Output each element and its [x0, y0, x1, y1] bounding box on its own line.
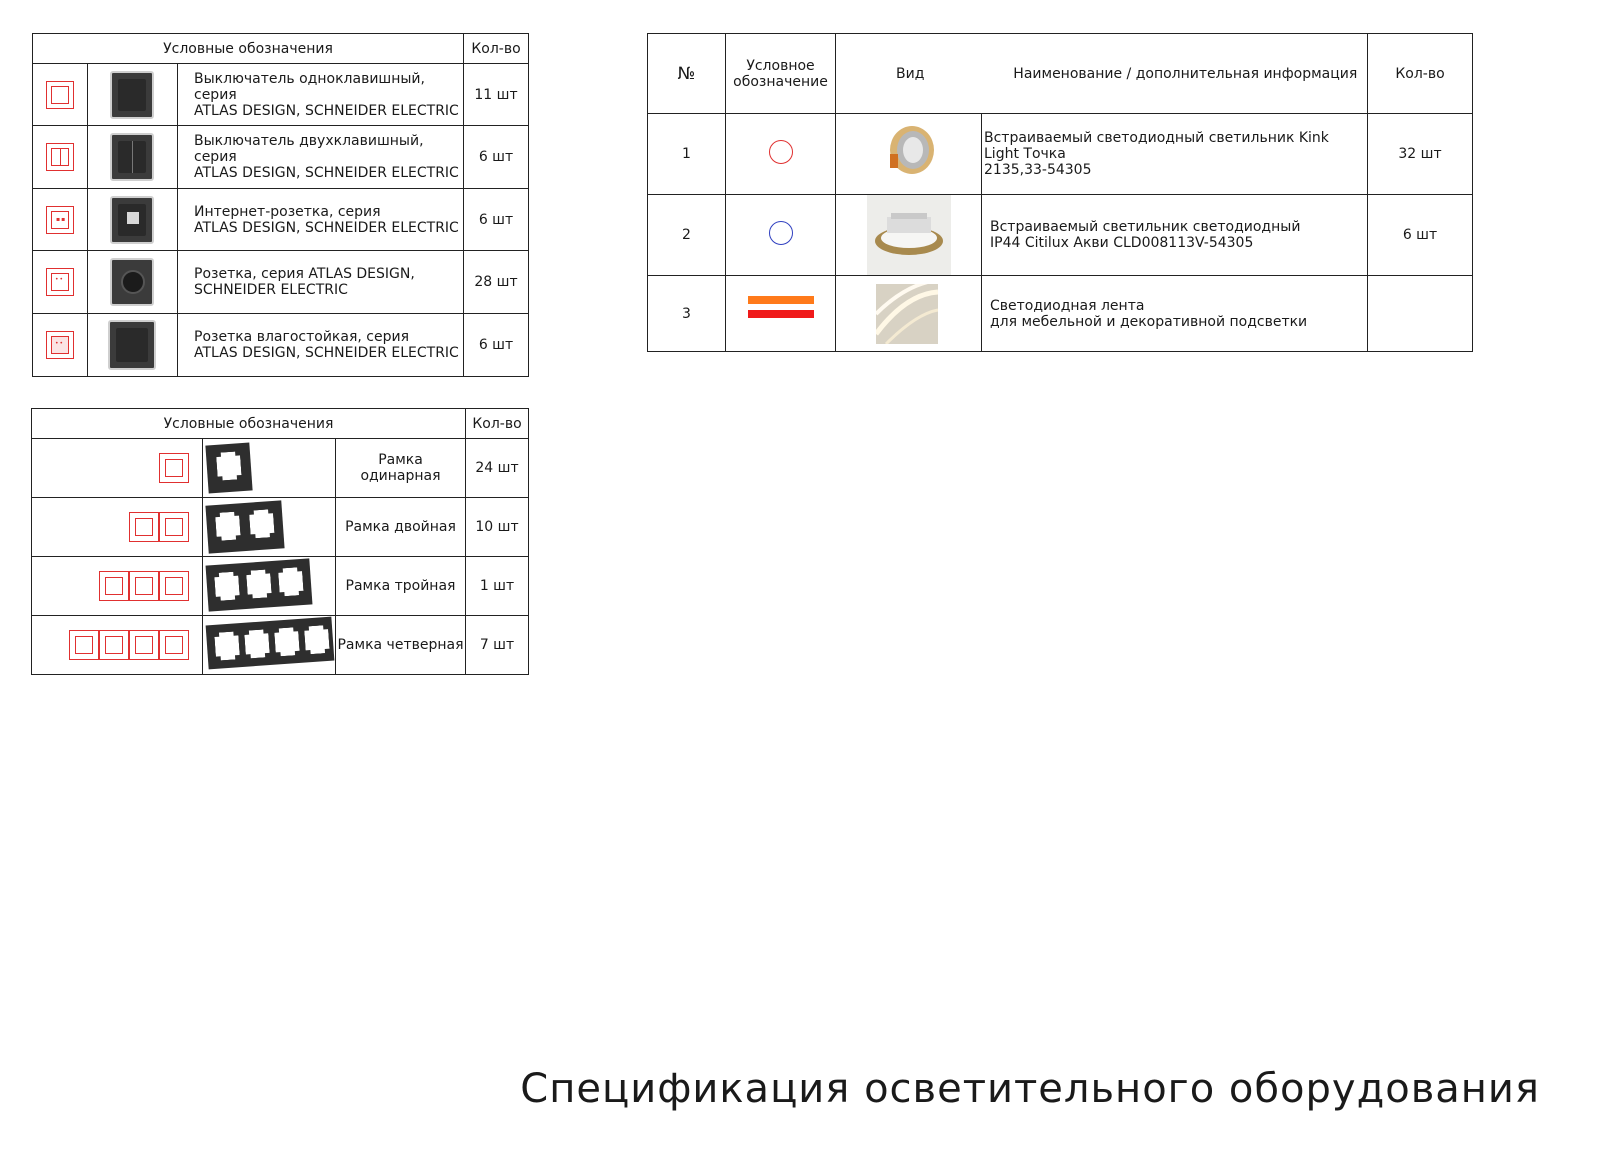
frame-name: Рамка двойная [336, 498, 466, 557]
lighting-header-symbol-line1: Условное [746, 57, 815, 74]
table-row [33, 314, 529, 377]
device-desc-line2: ATLAS DESIGN, SCHNEIDER ELECTRIC [194, 219, 459, 236]
frame-quadruple-symbol-icon [32, 616, 203, 675]
devices-table [32, 33, 529, 377]
table-row [648, 195, 1473, 276]
frame-qty: 7 шт [466, 616, 529, 675]
table-row [33, 189, 529, 251]
frames-table [31, 408, 529, 675]
frame-single-photo [203, 439, 336, 498]
lighting-qty: 6 шт [1368, 195, 1473, 276]
device-qty: 6 шт [464, 314, 529, 377]
downlight-symbol-icon [726, 114, 836, 195]
switch-two-key-photo [88, 126, 178, 189]
switch-two-key-symbol-icon [33, 126, 88, 189]
devices-header-qty: Кол-во [464, 34, 529, 64]
lighting-name-line2: для мебельной и декоративной подсветки [990, 313, 1308, 330]
device-desc-line1: Выключатель двухклавишный, серия [194, 133, 424, 165]
device-desc-line2: ATLAS DESIGN, SCHNEIDER ELECTRIC [194, 165, 459, 181]
frame-triple-symbol-icon [32, 557, 203, 616]
power-socket-photo [88, 251, 178, 314]
led-strip-symbol-icon [726, 276, 836, 352]
power-socket-symbol-icon: •• [33, 251, 88, 314]
frame-double-photo [203, 498, 336, 557]
frame-single-symbol-icon [32, 439, 203, 498]
lighting-qty: 32 шт [1368, 114, 1473, 195]
internet-socket-photo [88, 189, 178, 251]
table-row [32, 557, 529, 616]
frame-qty: 1 шт [466, 557, 529, 616]
device-desc-line2: ATLAS DESIGN, SCHNEIDER ELECTRIC [194, 345, 459, 361]
downlight-citilux-photo [836, 195, 982, 276]
frame-double-symbol-icon [32, 498, 203, 557]
waterproof-socket-photo [88, 314, 178, 377]
table-row [648, 114, 1473, 195]
lighting-name-line1: Светодиодная лента [990, 297, 1145, 314]
lighting-qty [1368, 276, 1473, 352]
device-qty: 11 шт [464, 64, 529, 126]
frame-qty: 10 шт [466, 498, 529, 557]
device-desc-line2: ATLAS DESIGN, SCHNEIDER ELECTRIC [194, 102, 459, 119]
device-desc-line1: Интернет-розетка, серия [194, 203, 381, 220]
table-row [648, 276, 1473, 352]
led-strip-photo [836, 276, 982, 352]
lighting-header-symbol-line2: обозначение [733, 73, 828, 90]
frames-header-qty: Кол-во [466, 409, 529, 439]
lighting-header-view: Вид [896, 65, 925, 82]
device-desc-line1: Выключатель одноклавишный, серия [194, 70, 425, 103]
lighting-header-qty: Кол-во [1368, 34, 1473, 114]
lighting-name-line1: Встраиваемый светильник светодиодный [990, 219, 1301, 235]
device-desc-line2: SCHNEIDER ELECTRIC [194, 282, 348, 298]
lighting-num: 3 [648, 276, 726, 352]
lighting-num: 2 [648, 195, 726, 276]
device-qty: 6 шт [464, 189, 529, 251]
table-row [32, 616, 529, 675]
frame-name: Рамка четверная [336, 616, 466, 675]
device-qty: 28 шт [464, 251, 529, 314]
table-row [33, 251, 529, 314]
lighting-header-name: Наименование / дополнительная информация [1013, 65, 1358, 82]
lighting-table [647, 33, 1473, 352]
table-row [32, 439, 529, 498]
switch-one-key-photo [88, 64, 178, 126]
table-row [33, 64, 529, 126]
device-desc-line1: Розетка влагостойкая, серия [194, 329, 409, 345]
device-desc-line1: Розетка, серия ATLAS DESIGN, [194, 266, 415, 282]
frame-qty: 24 шт [466, 439, 529, 498]
table-row [32, 498, 529, 557]
frame-name: Рамка одинарная [336, 439, 466, 498]
lighting-name-line2: IP44 Citilux Акви CLD008113V-54305 [990, 235, 1254, 251]
internet-socket-symbol-icon: ▪▪ [33, 189, 88, 251]
frames-header-symbols: Условные обозначения [32, 409, 466, 439]
page-title: Спецификация осветительного оборудования [520, 1066, 1540, 1112]
lighting-name-line2: 2135,33-54305 [984, 162, 1092, 178]
device-qty: 6 шт [464, 126, 529, 189]
table-row [33, 126, 529, 189]
waterproof-downlight-symbol-icon [726, 195, 836, 276]
lighting-num: 1 [648, 114, 726, 195]
frame-triple-photo [203, 557, 336, 616]
devices-header-symbols: Условные обозначения [33, 34, 464, 64]
frame-quadruple-photo [203, 616, 336, 675]
lighting-name-line1: Встраиваемый светодиодный светильник Kink Light Точка [984, 130, 1329, 162]
lighting-header-num: № [648, 34, 726, 114]
downlight-kink-photo [836, 114, 982, 195]
switch-one-key-symbol-icon [33, 64, 88, 126]
waterproof-socket-symbol-icon: •• [33, 314, 88, 377]
frame-name: Рамка тройная [336, 557, 466, 616]
